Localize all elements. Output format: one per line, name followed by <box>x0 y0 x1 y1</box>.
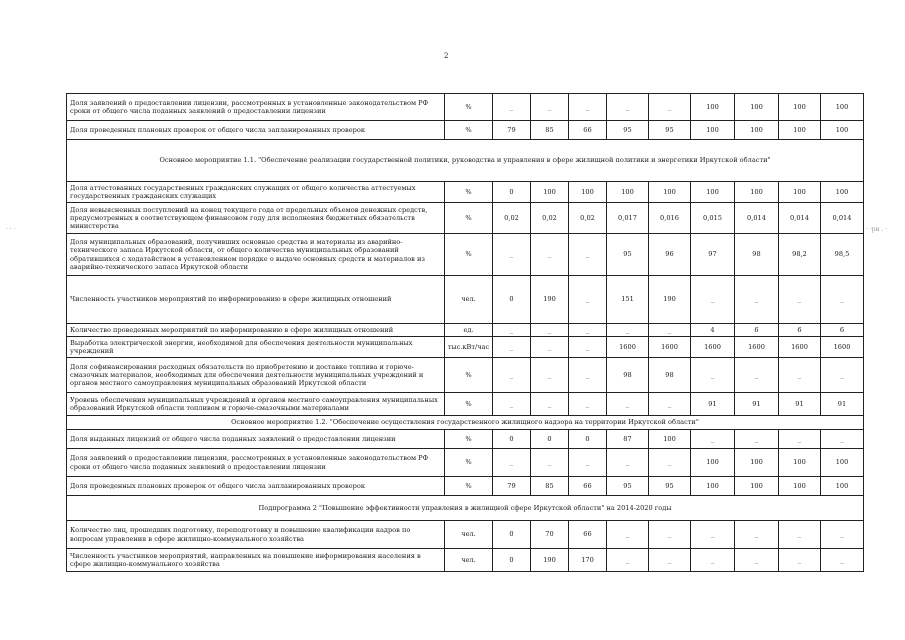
indicator-value: 6 <box>779 324 821 337</box>
indicator-value: 4 <box>691 324 735 337</box>
indicator-unit: % <box>445 121 493 140</box>
section-row <box>67 140 864 182</box>
indicator-value: _ <box>691 521 735 549</box>
indicator-value: _ <box>569 234 607 276</box>
indicator-value: 0 <box>493 276 531 324</box>
indicator-value: 91 <box>735 393 779 416</box>
section-title: Основное мероприятие 1.1. "Обеспечение реализации государственной политики, руководства и управления в сфере жилищной политики и энергетики Иркутской области" <box>67 140 864 182</box>
indicator-value: 100 <box>779 477 821 496</box>
indicator-unit: % <box>445 449 493 477</box>
indicator-name: Доля софинансирования расходных обязательств по приобретению и доставке топлива и горюче-смазочных материалов, необходимых для обеспечения деятельности муниципальных учреждений и органов местного самоуправления муниципальных образований Иркутской области <box>67 358 445 393</box>
indicator-value: _ <box>735 358 779 393</box>
indicator-value: _ <box>569 324 607 337</box>
indicator-unit: % <box>445 203 493 234</box>
indicator-value: _ <box>779 521 821 549</box>
indicator-value: 1600 <box>649 337 691 358</box>
indicator-row <box>67 276 864 324</box>
indicator-value: _ <box>569 393 607 416</box>
indicator-row <box>67 234 864 276</box>
indicator-value: 0,014 <box>779 203 821 234</box>
indicator-name: Уровень обеспечения муниципальных учреждений и органов местного самоуправления муниципальных образований Иркутской области топливом и горюче-смазочными материалами <box>67 393 445 416</box>
indicator-value: _ <box>493 449 531 477</box>
indicator-value: _ <box>569 337 607 358</box>
indicator-value: _ <box>569 449 607 477</box>
indicator-unit: % <box>445 182 493 203</box>
indicator-value: _ <box>779 276 821 324</box>
indicator-value: 85 <box>531 121 569 140</box>
indicator-value: _ <box>607 549 649 572</box>
indicator-value: 100 <box>649 182 691 203</box>
indicator-unit: чел. <box>445 521 493 549</box>
indicator-value: _ <box>607 393 649 416</box>
indicator-value: _ <box>531 358 569 393</box>
indicator-row <box>67 94 864 121</box>
indicator-value: 1600 <box>691 337 735 358</box>
indicator-value: _ <box>493 324 531 337</box>
indicator-value: _ <box>821 358 864 393</box>
indicator-value: _ <box>691 358 735 393</box>
indicator-value: 66 <box>569 121 607 140</box>
indicator-value: 100 <box>735 449 779 477</box>
indicator-row <box>67 477 864 496</box>
indicator-value: 100 <box>821 94 864 121</box>
indicator-unit: чел. <box>445 276 493 324</box>
indicator-name: Количество проведенных мероприятий по информированию в сфере жилищных отношений <box>67 324 445 337</box>
section-title: Подпрограмма 2 "Повышение эффективности управления в жилищной сфере Иркутской области" на 2014-2020 годы <box>67 496 864 521</box>
indicator-value: 98,2 <box>779 234 821 276</box>
indicator-value: 1600 <box>779 337 821 358</box>
indicator-name: Количество лиц, прошедших подготовку, переподготовку и повышение квалификации кадров по вопросам управления в сфере жилищно-коммунального хозяйства <box>67 521 445 549</box>
indicator-value: _ <box>735 521 779 549</box>
indicators-table <box>66 93 864 572</box>
indicator-value: _ <box>691 276 735 324</box>
indicator-value: 100 <box>649 430 691 449</box>
indicator-value: 0,016 <box>649 203 691 234</box>
indicator-value: _ <box>649 549 691 572</box>
indicator-unit: % <box>445 477 493 496</box>
indicator-value: 100 <box>607 182 649 203</box>
page-number: 2 <box>444 52 449 60</box>
indicator-value: 91 <box>779 393 821 416</box>
indicator-value: 100 <box>821 477 864 496</box>
indicator-value: _ <box>607 94 649 121</box>
indicator-name: Доля заявлений о предоставлении лицензии, рассмотренных в установленные законодательством РФ сроки от общего числа поданных заявлений о предоставлении лицензии <box>67 94 445 121</box>
indicator-unit: ед. <box>445 324 493 337</box>
indicator-unit: % <box>445 234 493 276</box>
indicator-value: 95 <box>607 121 649 140</box>
indicator-value: 95 <box>649 477 691 496</box>
indicator-value: 100 <box>779 94 821 121</box>
indicator-value: 1600 <box>735 337 779 358</box>
indicator-value: 0 <box>493 549 531 572</box>
indicator-value: 190 <box>649 276 691 324</box>
indicator-value: 1600 <box>607 337 649 358</box>
indicator-value: _ <box>493 234 531 276</box>
indicator-unit: % <box>445 430 493 449</box>
section-title: Основное мероприятие 1.2. "Обеспечение осуществления государственного жилищного надзора на территории Иркутской области" <box>67 416 864 430</box>
indicator-value: _ <box>531 324 569 337</box>
indicator-value: 0 <box>493 430 531 449</box>
indicator-value: 0,017 <box>607 203 649 234</box>
indicator-value: 100 <box>735 182 779 203</box>
indicator-value: _ <box>821 430 864 449</box>
indicator-value: 0 <box>493 182 531 203</box>
indicator-value: 95 <box>607 477 649 496</box>
indicator-unit: тыс.кВт/час <box>445 337 493 358</box>
indicator-value: _ <box>531 234 569 276</box>
indicator-value: 79 <box>493 121 531 140</box>
indicator-value: _ <box>821 549 864 572</box>
indicator-value: 100 <box>569 182 607 203</box>
section-row <box>67 496 864 521</box>
indicator-row <box>67 121 864 140</box>
indicator-unit: чел. <box>445 549 493 572</box>
indicator-value: 95 <box>607 234 649 276</box>
indicator-value: 100 <box>779 182 821 203</box>
indicator-value: 98 <box>607 358 649 393</box>
left-margin-mark: · · · <box>6 226 16 233</box>
indicator-row <box>67 324 864 337</box>
indicator-row <box>67 203 864 234</box>
indicator-value: 70 <box>531 521 569 549</box>
indicator-row <box>67 337 864 358</box>
indicator-value: _ <box>735 549 779 572</box>
indicator-value: 1600 <box>821 337 864 358</box>
indicator-value: 190 <box>531 276 569 324</box>
indicator-value: 100 <box>691 182 735 203</box>
indicator-value: 91 <box>691 393 735 416</box>
indicator-name: Выработка электрической энергии, необходимой для обеспечения деятельности муниципальных учреждений <box>67 337 445 358</box>
indicator-value: 79 <box>493 477 531 496</box>
indicator-row <box>67 430 864 449</box>
indicator-value: 6 <box>735 324 779 337</box>
indicator-name: Численность участников мероприятий, направленных на повышение информирования населения в сфере жилищно-коммунального хозяйства <box>67 549 445 572</box>
indicator-value: _ <box>493 358 531 393</box>
indicator-value: 87 <box>607 430 649 449</box>
indicator-unit: % <box>445 358 493 393</box>
indicator-value: _ <box>735 276 779 324</box>
indicator-value: 0,02 <box>531 203 569 234</box>
indicator-name: Доля проведенных плановых проверок от общего числа запланированных проверок <box>67 121 445 140</box>
indicator-value: 91 <box>821 393 864 416</box>
indicator-value: _ <box>821 276 864 324</box>
indicator-value: 100 <box>735 94 779 121</box>
indicator-value: 190 <box>531 549 569 572</box>
indicator-value: _ <box>531 337 569 358</box>
indicator-value: 66 <box>569 521 607 549</box>
indicator-name: Доля муниципальных образований, получивших основные средства и материалы из аварийно-технического запаса Иркутской области, от общего количества муниципальных образований обратившихся с ходатайством в установленном порядке о выдаче основных средств и материалов из аварийно-технического запаса Иркутской области <box>67 234 445 276</box>
indicator-value: 98,5 <box>821 234 864 276</box>
indicator-row <box>67 393 864 416</box>
indicator-value: _ <box>607 521 649 549</box>
indicator-name: Доля невыясненных поступлений на конец текущего года от предельных объемов денежных средств, предусмотренных в соответствующем финансовом году для исполнения бюджетных обязательств министерства <box>67 203 445 234</box>
indicator-value: 100 <box>821 449 864 477</box>
indicator-value: 100 <box>821 121 864 140</box>
indicator-value: _ <box>531 94 569 121</box>
indicator-value: _ <box>493 337 531 358</box>
indicator-value: 0 <box>569 430 607 449</box>
indicator-value: 66 <box>569 477 607 496</box>
indicator-row <box>67 358 864 393</box>
indicator-value: 100 <box>735 477 779 496</box>
indicator-row <box>67 549 864 572</box>
indicator-value: _ <box>649 94 691 121</box>
indicator-value: _ <box>493 393 531 416</box>
indicator-value: 100 <box>779 449 821 477</box>
indicator-row <box>67 521 864 549</box>
indicator-value: _ <box>531 393 569 416</box>
indicator-value: 100 <box>531 182 569 203</box>
section-row <box>67 416 864 430</box>
indicator-value: _ <box>569 276 607 324</box>
indicator-value: 6 <box>821 324 864 337</box>
indicator-value: 0,015 <box>691 203 735 234</box>
indicator-value: _ <box>779 549 821 572</box>
indicator-value: _ <box>531 449 569 477</box>
indicator-value: 0,014 <box>735 203 779 234</box>
indicator-value: 0,02 <box>569 203 607 234</box>
indicator-value: 100 <box>691 121 735 140</box>
indicator-value: 97 <box>691 234 735 276</box>
indicator-name: Доля проведенных плановых проверок от общего числа запланированных проверок <box>67 477 445 496</box>
indicator-value: _ <box>569 358 607 393</box>
indicator-name: Доля заявлений о предоставлении лицензии, рассмотренных в установленные законодательством РФ сроки от общего числа поданных заявлений о предоставлении лицензии <box>67 449 445 477</box>
indicator-value: _ <box>649 521 691 549</box>
indicator-value: _ <box>649 393 691 416</box>
indicator-value: 100 <box>735 121 779 140</box>
indicator-value: _ <box>569 94 607 121</box>
indicator-value: _ <box>649 449 691 477</box>
indicator-row <box>67 182 864 203</box>
indicator-value: 98 <box>735 234 779 276</box>
indicator-value: 98 <box>649 358 691 393</box>
indicator-value: _ <box>607 449 649 477</box>
indicator-name: Доля аттестованных государственных гражданских служащих от общего количества аттестуемых государственных гражданских служащих <box>67 182 445 203</box>
indicator-value: 96 <box>649 234 691 276</box>
indicator-value: _ <box>735 430 779 449</box>
indicator-value: 0,02 <box>493 203 531 234</box>
indicator-value: 100 <box>691 477 735 496</box>
indicator-value: _ <box>649 324 691 337</box>
indicator-value: _ <box>607 324 649 337</box>
indicator-unit: % <box>445 94 493 121</box>
indicator-value: 100 <box>691 449 735 477</box>
indicator-name: Численность участников мероприятий по информированию в сфере жилищных отношений <box>67 276 445 324</box>
indicator-value: _ <box>779 358 821 393</box>
right-margin-mark: · ·рн . · <box>866 226 888 233</box>
indicator-value: 151 <box>607 276 649 324</box>
indicator-unit: % <box>445 393 493 416</box>
indicator-value: 100 <box>821 182 864 203</box>
indicator-value: 100 <box>779 121 821 140</box>
indicator-value: _ <box>691 430 735 449</box>
indicator-value: 0 <box>531 430 569 449</box>
indicator-value: 0,014 <box>821 203 864 234</box>
indicator-value: _ <box>493 94 531 121</box>
indicator-row <box>67 449 864 477</box>
indicator-value: 100 <box>691 94 735 121</box>
indicator-value: 95 <box>649 121 691 140</box>
indicator-value: _ <box>821 521 864 549</box>
indicator-value: 170 <box>569 549 607 572</box>
indicator-value: _ <box>779 430 821 449</box>
indicator-value: 85 <box>531 477 569 496</box>
indicator-value: 0 <box>493 521 531 549</box>
indicator-name: Доля выданных лицензий от общего числа поданных заявлений о предоставлении лицензии <box>67 430 445 449</box>
indicator-value: _ <box>691 549 735 572</box>
